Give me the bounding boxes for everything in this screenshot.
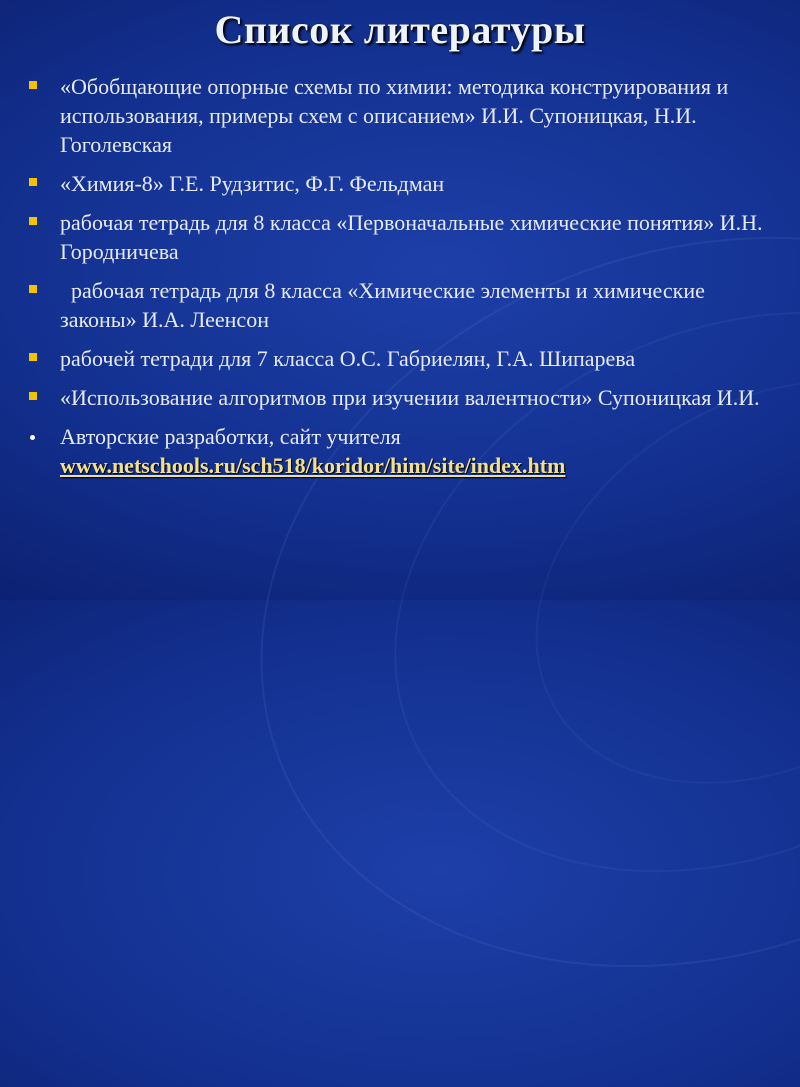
list-item-text: рабочей тетради для 7 класса О.С. Габриелян, Г.А. Шипарева: [60, 346, 636, 371]
teacher-site-link[interactable]: www.netschools.ru/sch518/koridor/him/site/index.htm: [60, 453, 566, 478]
square-bullet-icon: [29, 217, 37, 225]
list-item-text: «Использование алгоритмов при изучении валентности» Супоницкая И.И.: [60, 385, 760, 410]
slide-title: Список литературы: [214, 7, 586, 52]
list-item: [0, 169, 800, 198]
list-item-text: «Обобщающие опорные схемы по химии: методика конструирования и использования, примеры схем с описанием» И.И. Супоницкая, Н.И. Гоголевская: [60, 74, 729, 157]
list-item: [0, 344, 800, 373]
list-item: [0, 208, 800, 266]
list-item: [0, 383, 800, 412]
square-bullet-icon: [29, 392, 37, 400]
list-item-text: «Химия-8» Г.Е. Рудзитис, Ф.Г. Фельдман: [60, 171, 445, 196]
list-item-text: рабочая тетрадь для 8 класса «Первоначальные химические понятия» И.Н. Городничева: [60, 210, 763, 264]
list-item: [0, 422, 800, 480]
square-bullet-icon: [29, 285, 37, 293]
list-item-text: Авторские разработки, сайт учителя: [60, 424, 401, 449]
list-item: [0, 276, 800, 334]
square-bullet-icon: [29, 178, 37, 186]
square-bullet-icon: [29, 353, 37, 361]
list-item-text: рабочая тетрадь для 8 класса «Химические элементы и химические законы» И.А. Леенсон: [60, 278, 711, 332]
bibliography-list: [0, 72, 800, 490]
list-item: [0, 72, 800, 159]
dot-bullet-icon: [30, 435, 35, 440]
square-bullet-icon: [29, 81, 37, 89]
